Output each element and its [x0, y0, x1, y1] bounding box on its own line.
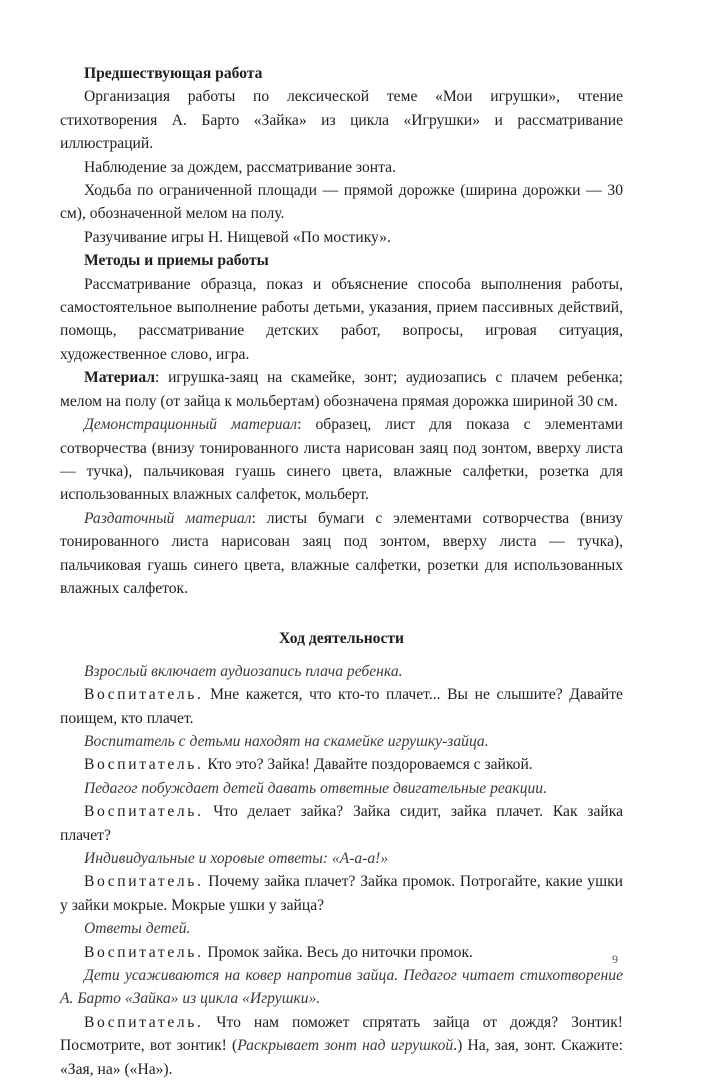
paragraph-handout-material: [60, 507, 623, 601]
handout-material-text: : листы бумаги с элементами сотворчества (внизу тонированного листа нарисован заяц под зонтом, вверху листа — тучка), пальчиковая гуашь синего цвета, влажные салфетки, розетки для использованных влажных салфеток.: [60, 509, 624, 597]
dialogue-line: [60, 753, 623, 776]
dialogue-remark: Раскрывает зонт над игрушкой: [237, 1037, 454, 1055]
dialogue-line: [60, 941, 623, 964]
heading-prep: Предшествующая работа: [84, 65, 263, 82]
dialogue-text: Промок зайка. Весь до ниточки промок.: [207, 943, 473, 961]
demo-material-label: Демонстрационный материал: [84, 416, 298, 434]
heading-course: Ход деятельности: [278, 630, 405, 648]
document-page: [60, 62, 623, 1081]
speaker-label: Воспитатель.: [84, 686, 204, 704]
speaker-label: Воспитатель.: [84, 943, 204, 961]
paragraph-material: [60, 366, 623, 413]
speaker-label: Воспитатель.: [84, 1013, 204, 1031]
speaker-label: Воспитатель.: [84, 803, 204, 821]
dialogue-line: [60, 1011, 623, 1081]
dialogue-text: .) На, зая, зонт. Скажите: «Зая, на» («На»).: [60, 1037, 623, 1078]
stage-direction: Дети усаживаются на ковер напротив зайца. Педагог читает стихотворение А. Барто «Зайка» из цикла «Игрушки».: [60, 967, 623, 1008]
material-text: : игрушка-заяц на скамейке, зонт; аудиозапись с плачем ребенка; мелом на полу (от зайца к мольбертам) обозначена прямая дорожка шириной 30 см.: [60, 369, 623, 410]
paragraph-demo-material: [60, 413, 623, 507]
dialogue-text: Что делает зайка? Зайка сидит, зайка плачет. Как зайка плачет?: [60, 803, 623, 844]
dialogue-text: Почему зайка плачет? Зайка промок. Потрогайте, какие ушки у зайки мокрые. Мокрые ушки у зайца?: [60, 873, 623, 914]
paragraph: Наблюдение за дождем, рассматривание зонта.: [84, 158, 396, 176]
dialogue-text: Что нам поможет спрятать зайца от дождя? Зонтик! Посмотрите, вот зонтик! (: [60, 1013, 623, 1055]
stage-direction: Ответы детей.: [84, 920, 191, 938]
stage-direction: Индивидуальные и хоровые ответы: «А-а-а!»: [84, 850, 389, 867]
speaker-label: Воспитатель.: [84, 873, 204, 891]
paragraph: Разучивание игры Н. Нищевой «По мостику».: [84, 228, 391, 246]
paragraph: Организация работы по лексической теме «Мои игрушки», чтение стихотворения А. Барто «Зайка» из цикла «Игрушки» и рассматривание иллюстраций.: [60, 88, 623, 153]
stage-direction: Взрослый включает аудиозапись плача ребенка.: [84, 662, 403, 680]
heading-methods: Методы и приемы работы: [84, 252, 269, 270]
demo-material-text: : образец, лист для показа с элементами сотворчества (внизу тонированного листа нарисован заяц под зонтом, вверху листа — тучка), пальчиковая гуашь синего цвета, влажные салфетки, розетка для использованных влажных салфеток, мольберт.: [60, 416, 623, 504]
dialogue-text: Мне кажется, что кто-то плачет... Вы не слышите? Давайте поищем, кто плачет.: [60, 686, 623, 727]
dialogue-text: Кто это? Зайка! Давайте поздороваемся с зайкой.: [207, 756, 533, 774]
handout-material-label: Раздаточный материал: [84, 509, 252, 527]
dialogue-line: [60, 800, 623, 847]
stage-direction: Воспитатель с детьми находят на скамейке игрушку-зайца.: [84, 732, 489, 750]
material-label: Материал: [84, 369, 156, 387]
stage-direction: Педагог побуждает детей давать ответные двигательные реакции.: [84, 779, 547, 797]
paragraph: Ходьба по ограниченной площади — прямой дорожке (ширина дорожки — 30 см), обозначенной мелом на полу.: [60, 182, 623, 223]
dialogue-line: [60, 683, 623, 730]
paragraph: Рассматривание образца, показ и объяснение способа выполнения работы, самостоятельное выполнение работы детьми, указания, прием пассивных действий, помощь, рассматривание детских работ, вопросы, игровая ситуация, художественное слово, игра.: [60, 275, 623, 363]
speaker-label: Воспитатель.: [84, 756, 204, 774]
dialogue-line: [60, 870, 623, 917]
page-number: 9: [612, 952, 618, 966]
